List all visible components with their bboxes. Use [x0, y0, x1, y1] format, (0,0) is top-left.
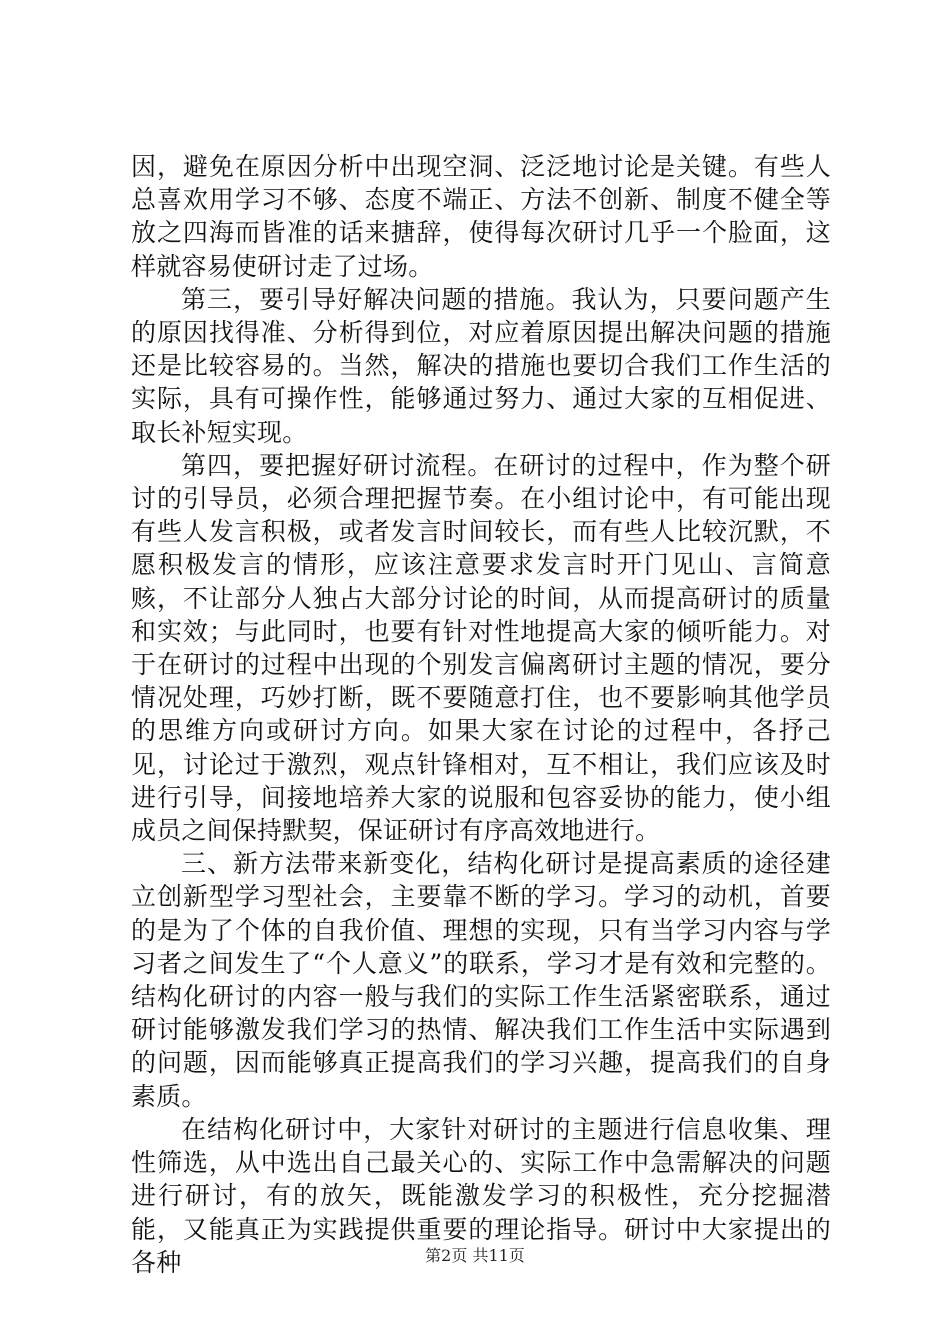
paragraph-3: 第四，要把握好研讨流程。在研讨的过程中，作为整个研讨的引导员，必须合理把握节奏。在小组讨论中，有可能出现有些人发言积极，或者发言时间较长，而有些人比较沉默，不愿积极发言的情形，应该注意要求发言时开门见山、言简意赅，不让部分人独占大部分讨论的时间，从而提高研讨的质量和实效；与此同时，也要有针对性地提高大家的倾听能力。对于在研讨的过程中出现的个别发言偏离研讨主题的情况，要分情况处理，巧妙打断，既不要随意打住，也不要影响其他学员的思维方向或研讨方向。如果大家在讨论的过程中，各抒己见，讨论过于激烈，观点针锋相对，互不相让，我们应该及时进行引导，间接地培养大家的说服和包容妥协的能力，使小组成员之间保持默契，保证研讨有序高效地进行。	[131, 450, 831, 846]
paragraph-5: 在结构化研讨中，大家针对研讨的主题进行信息收集、理性筛选，从中选出自己最关心的、实际工作中急需解决的问题进行研讨，有的放矢，既能激发学习的积极性，充分挖掘潜能，又能真正为实践提供重要的理论指导。研讨中大家提出的各种	[131, 1114, 831, 1277]
paragraph-1: 因，避免在原因分析中出现空洞、泛泛地讨论是关键。有些人总喜欢用学习不够、态度不端正、方法不创新、制度不健全等放之四海而皆准的话来搪辞，使得每次研讨几乎一个脸面，这样就容易使研讨走了过场。	[131, 152, 831, 281]
document-body	[131, 150, 831, 1279]
paragraph-4: 三、新方法带来新变化，结构化研讨是提高素质的途径建立创新型学习型社会，主要靠不断的学习。学习的动机，首要的是为了个体的自我价值、理想的实现，只有当学习内容与学习者之间发生了“个人意义”的联系，学习才是有效和完整的。结构化研讨的内容一般与我们的实际工作生活紧密联系，通过研讨能够激发我们学习的热情、解决我们工作生活中实际遇到的问题，因而能够真正提高我们的学习兴趣，提高我们的自身素质。	[131, 849, 831, 1111]
page-number-footer: 第2页 共11页	[425, 1246, 525, 1265]
paragraph-2: 第三，要引导好解决问题的措施。我认为，只要问题产生的原因找得准、分析得到位，对应着原因提出解决问题的措施还是比较容易的。当然，解决的措施也要切合我们工作生活的实际，具有可操作性，能够通过努力、通过大家的互相促进、取长补短实现。	[131, 284, 831, 447]
